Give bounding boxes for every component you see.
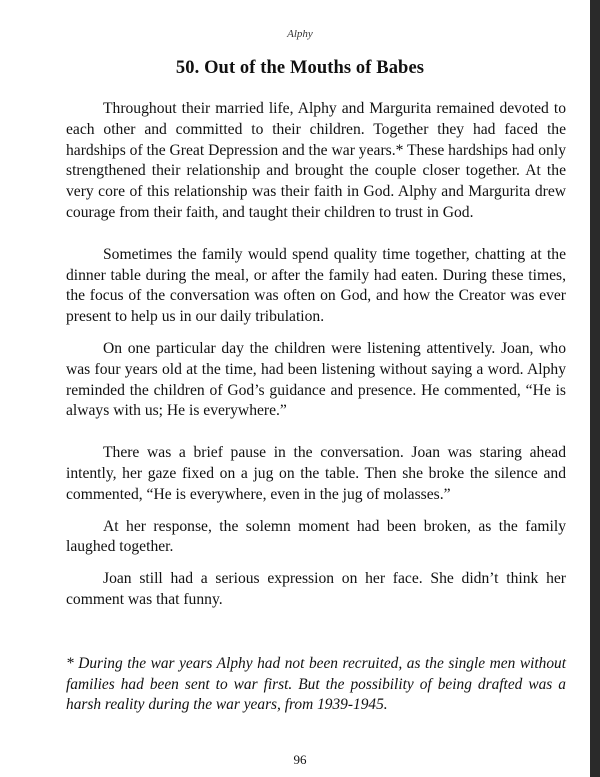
page-edge-shadow xyxy=(590,0,600,777)
chapter-title: 50. Out of the Mouths of Babes xyxy=(175,58,425,78)
paragraph: Sometimes the family would spend quality time together, chatting at the dinner table during the meal, or after the family had eaten. During these times, the focus of the conversation was often on God, and how the Creator was ever present to help us in our daily tribulation. xyxy=(66,245,566,326)
paragraph: On one particular day the children were listening attentively. Joan, who was four years old at the time, had been listening without saying a word. Alphy reminded the children of God’s guidance and presence. He commented, “He is always with us; He is everywhere.” xyxy=(66,339,566,420)
paragraph: At her response, the solemn moment had been broken, as the family laughed together. xyxy=(66,517,566,556)
running-header: Alphy xyxy=(287,28,313,40)
page-number: 96 xyxy=(293,752,307,767)
paragraph: Throughout their married life, Alphy and Margurita remained devoted to each other and committed to their children. Together they had faced the hardships of the Great Depression and the war years.* These hardships had only strengthened their relationship and brought the couple closer together. At the very core of this relationship was their faith in God. Alphy and Margurita drew courage from their faith, and taught their children to trust in God. xyxy=(66,100,566,221)
paragraph: There was a brief pause in the conversation. Joan was staring ahead intently, her gaze fixed on a jug on the table. Then she broke the silence and commented, “He is everywhere, even in the jug of molasses.” xyxy=(66,444,566,503)
footnote: * During the war years Alphy had not been recruited, as the single men without families had been sent to war first. But the possibility of being drafted was a harsh reality during the war years, from 1939-1945. xyxy=(66,655,566,714)
paragraph: Joan still had a serious expression on her face. She didn’t think her comment was that funny. xyxy=(66,570,566,608)
body-text xyxy=(66,99,566,611)
